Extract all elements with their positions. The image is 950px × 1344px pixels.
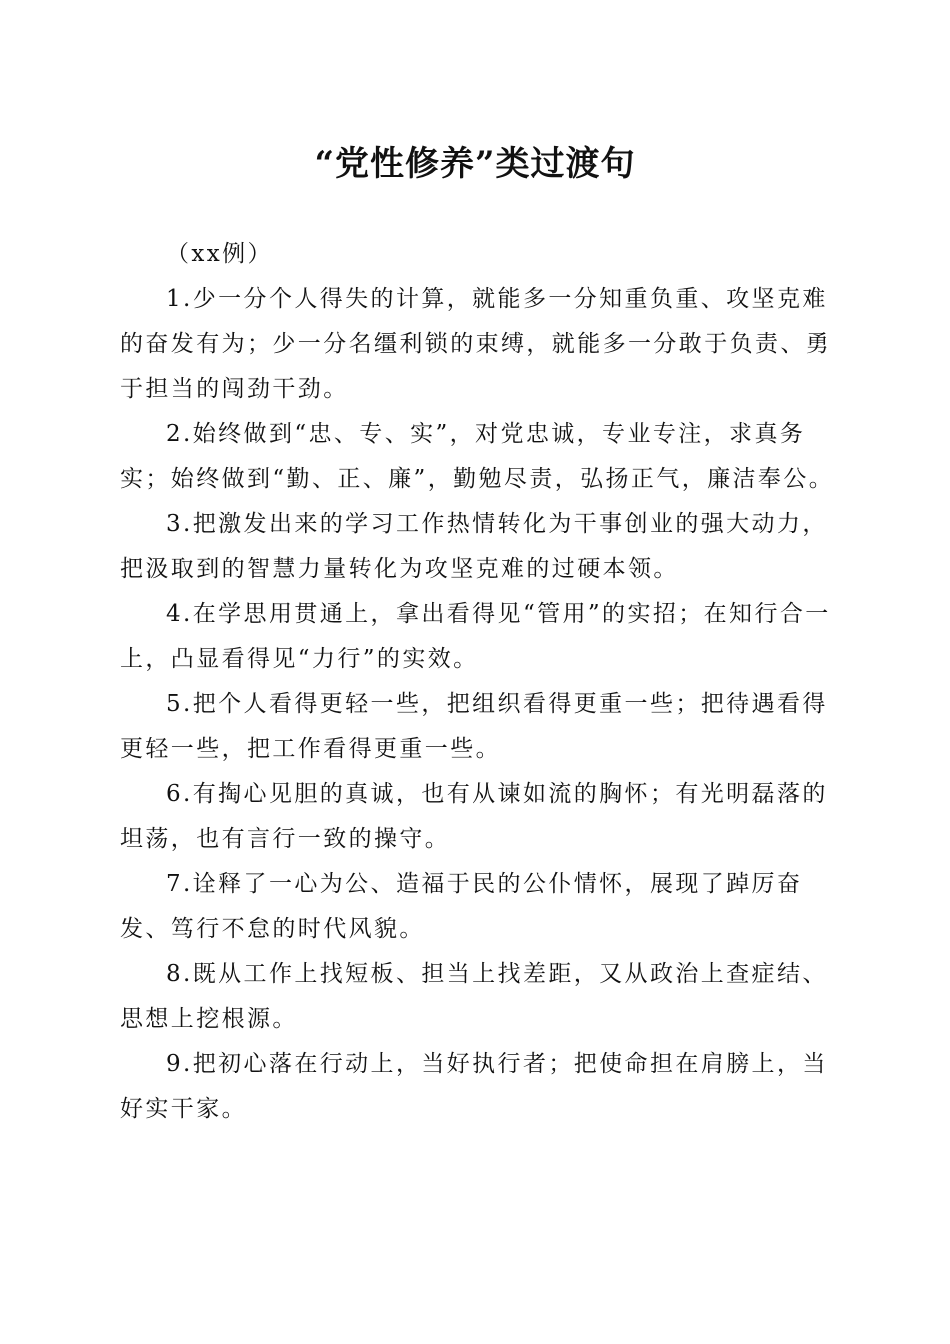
list-item: 9.把初心落在行动上，当好执行者；把使命担在肩膀上，当好实干家。 xyxy=(120,1051,828,1122)
list-item: 3.把激发出来的学习工作热情转化为干事创业的强大动力，把汲取到的智慧力量转化为攻坚克难的过硬本领。 xyxy=(120,511,828,582)
list-item: 5.把个人看得更轻一些，把组织看得更重一些；把待遇看得更轻一些，把工作看得更重一些。 xyxy=(120,691,828,762)
list-item: 1.少一分个人得失的计算，就能多一分知重负重、攻坚克难的奋发有为；少一分名缰利锁的束缚，就能多一分敢于负责、勇于担当的闯劲干劲。 xyxy=(120,286,832,402)
list-item: 6.有掏心见胆的真诚，也有从谏如流的胸怀；有光明磊落的坦荡，也有言行一致的操守。 xyxy=(120,781,828,852)
list-item: 4.在学思用贯通上，拿出看得见“管用”的实招；在知行合一上，凸显看得见“力行”的实效。 xyxy=(120,601,831,672)
document-body xyxy=(120,232,842,1132)
list-item: 2.始终做到“忠、专、实”，对党忠诚，专业专注，求真务实；始终做到“勤、正、廉”，勤勉尽责，弘扬正气，廉洁奉公。 xyxy=(120,421,835,492)
count-note: （xx例） xyxy=(166,241,273,267)
list-item: 8.既从工作上找短板、担当上找差距，又从政治上查症结、思想上挖根源。 xyxy=(120,961,828,1032)
list-item: 7.诠释了一心为公、造福于民的公仆情怀，展现了踔厉奋发、笃行不怠的时代风貌。 xyxy=(120,871,803,942)
document-title: “党性修养”类过渡句 xyxy=(314,144,636,184)
